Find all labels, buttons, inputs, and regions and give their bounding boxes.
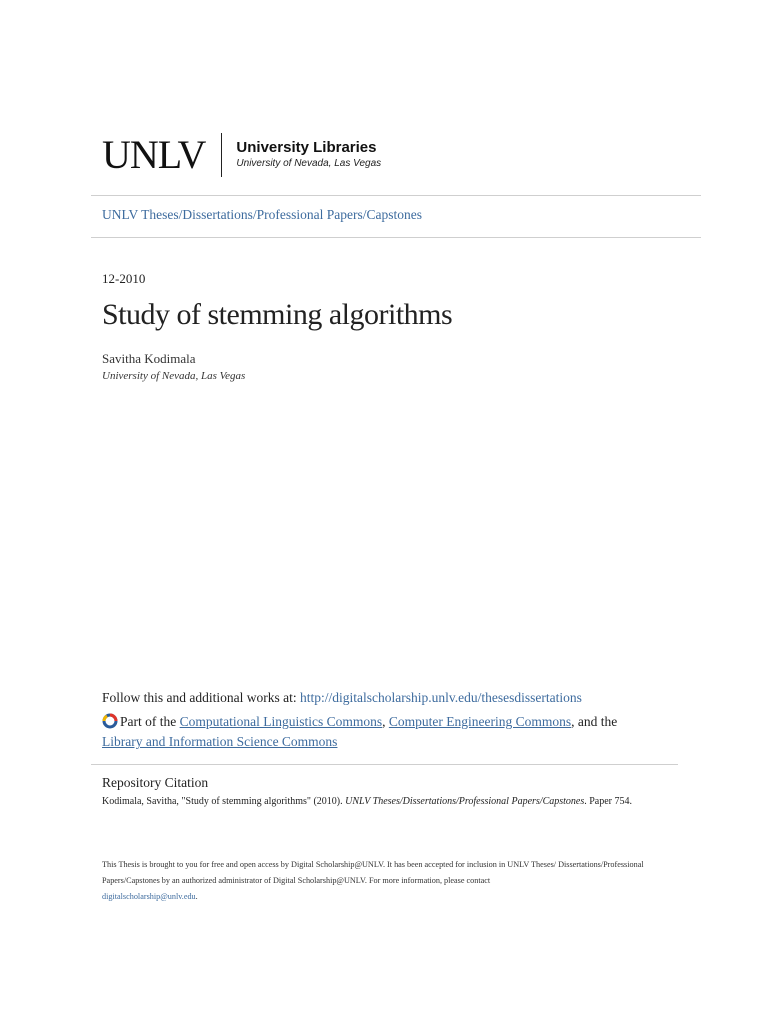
- citation-series: UNLV Theses/Dissertations/Professional Papers/Capstones: [345, 796, 585, 807]
- citation-prefix: Kodimala, Savitha, "Study of stemming algorithms" (2010).: [102, 796, 346, 807]
- logo-title: University Libraries: [236, 139, 377, 156]
- citation-suffix: . Paper 754.: [584, 796, 633, 807]
- citation-divider: [91, 764, 678, 765]
- computational-linguistics-commons-link[interactable]: Computational Linguistics Commons: [179, 714, 383, 729]
- author-affiliation: University of Nevada, Las Vegas: [102, 370, 246, 382]
- citation-heading: Repository Citation: [102, 775, 209, 790]
- logo-subtitle: University of Nevada, Las Vegas: [236, 158, 382, 169]
- bepress-commons-icon: [102, 713, 118, 729]
- unlv-libraries-logo: [102, 133, 381, 177]
- part-of-line: [102, 712, 692, 752]
- document-date: 12-2010: [102, 271, 146, 286]
- library-information-science-commons-link[interactable]: Library and Information Science Commons: [102, 734, 338, 749]
- logo-divider: [221, 133, 222, 177]
- logo-text: [236, 139, 381, 171]
- computer-engineering-commons-link[interactable]: Computer Engineering Commons: [388, 714, 572, 729]
- header-bottom-divider: [91, 237, 701, 238]
- part-of-prefix: Part of the: [120, 714, 180, 729]
- logo-wordmark: UNLV: [102, 132, 206, 177]
- email-suffix: .: [195, 892, 198, 901]
- access-notice-text: This Thesis is brought to you for free and open access by Digital Scholarship@UNLV. It has been accepted for inclusion in UNLV Theses/ Dissertations/Professional Papers/Capstones by an authorized administrator of Digital Scholarship@UNLV. For more information, please contact: [102, 860, 644, 885]
- access-notice: [102, 857, 662, 905]
- part-of-separator-1: ,: [382, 714, 389, 729]
- follow-prefix: Follow this and additional works at:: [102, 690, 300, 705]
- header-top-divider: [91, 195, 701, 196]
- series-link[interactable]: UNLV Theses/Dissertations/Professional Papers/Capstones: [102, 207, 422, 222]
- follow-url-link[interactable]: http://digitalscholarship.unlv.edu/thesesdissertations: [300, 690, 582, 705]
- document-title: Study of stemming algorithms: [102, 298, 453, 331]
- part-of-separator-2: , and the: [571, 714, 618, 729]
- citation-text: [102, 796, 702, 807]
- follow-line: [102, 690, 582, 706]
- contact-email-link[interactable]: digitalscholarship@unlv.edu: [102, 892, 196, 901]
- document-author: Savitha Kodimala: [102, 351, 196, 366]
